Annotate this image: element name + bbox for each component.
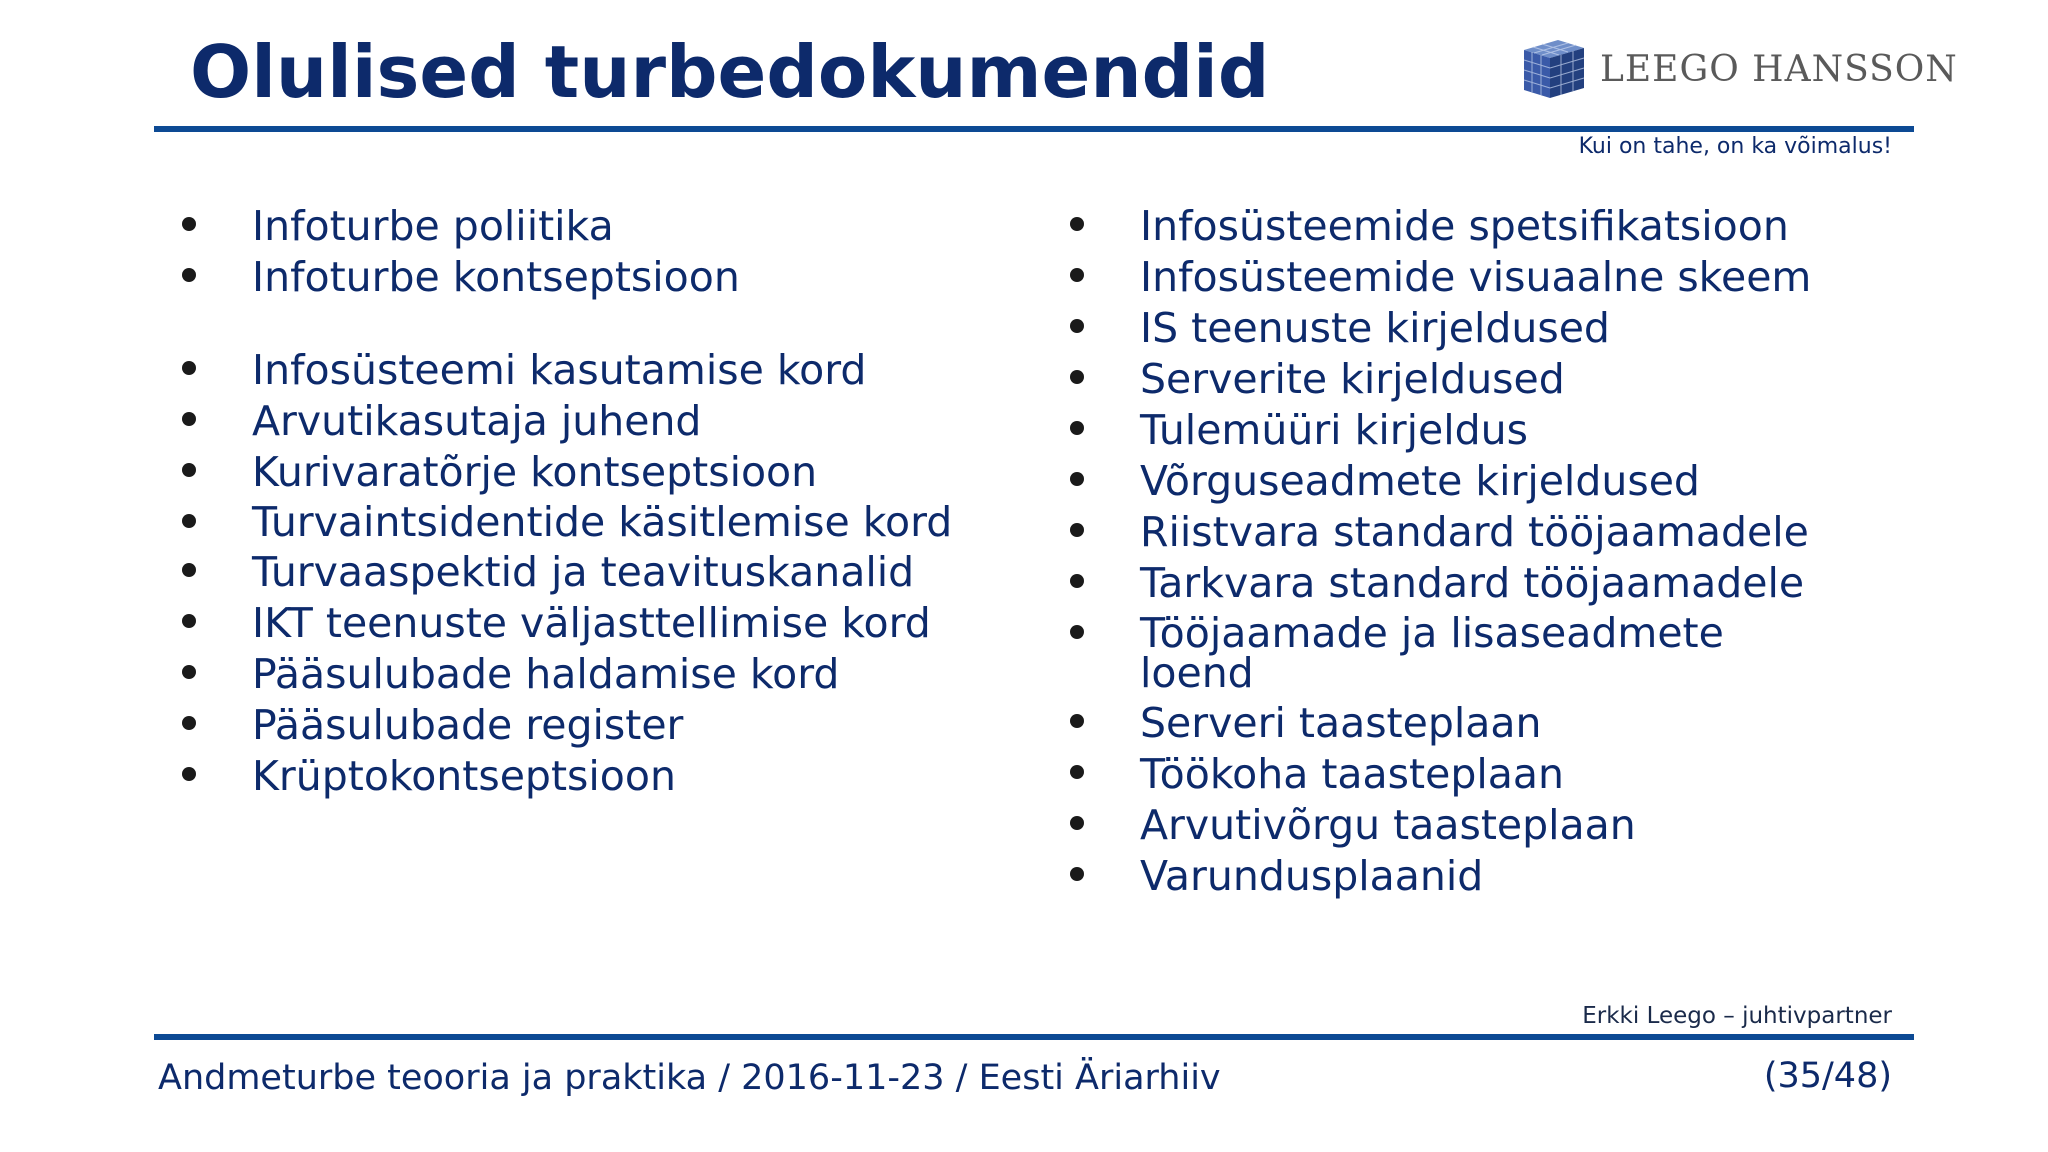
bullet-icon xyxy=(182,614,196,628)
footer-text: Andmeturbe teooria ja praktika / 2016-11-23 / Eesti Äriarhiiv xyxy=(158,1058,1221,1098)
list-item: Tööjaamade ja lisaseadmete loend xyxy=(1060,613,1820,693)
bullet-icon xyxy=(1070,319,1084,333)
list-item: Krüptokontseptsioon xyxy=(172,755,1012,797)
list-item: Kurivaratõrje kontseptsioon xyxy=(172,451,1012,493)
bullet-icon xyxy=(1070,765,1084,779)
list-item: Infosüsteemide spetsifikatsioon xyxy=(1060,205,1880,247)
bullet-icon xyxy=(182,563,196,577)
list-item: Infosüsteemide visuaalne skeem xyxy=(1060,256,1880,298)
bullet-icon xyxy=(182,217,196,231)
list-item: Pääsulubade haldamise kord xyxy=(172,653,1012,695)
bullet-icon xyxy=(1070,867,1084,881)
list-item: Serveri taasteplaan xyxy=(1060,702,1880,744)
bullet-icon xyxy=(1070,625,1084,639)
logo-cube-icon xyxy=(1518,36,1590,102)
bullet-icon xyxy=(1070,816,1084,830)
page-number: (35/48) xyxy=(1763,1056,1892,1096)
list-item: Tarkvara standard tööjaamadele xyxy=(1060,562,1880,604)
list-item: Infoturbe kontseptsioon xyxy=(172,256,1012,298)
author-credit: Erkki Leego – juhtivpartner xyxy=(1582,1003,1892,1029)
list-item: Infosüsteemi kasutamise kord xyxy=(172,349,1012,391)
bullet-icon xyxy=(1070,472,1084,486)
bullet-icon xyxy=(1070,574,1084,588)
right-bullet-list xyxy=(1060,202,1880,906)
bullet-icon xyxy=(1070,714,1084,728)
bullet-icon xyxy=(1070,370,1084,384)
list-item: Turvaintsidentide käsitlemise kord xyxy=(172,502,972,542)
bullet-icon xyxy=(182,767,196,781)
bullet-icon xyxy=(182,361,196,375)
list-item: Varundusplaanid xyxy=(1060,855,1880,897)
list-item: Pääsulubade register xyxy=(172,704,1012,746)
bullet-icon xyxy=(1070,268,1084,282)
bullet-icon xyxy=(1070,523,1084,537)
bullet-icon xyxy=(182,463,196,477)
bullet-icon xyxy=(182,268,196,282)
bullet-icon xyxy=(182,716,196,730)
list-item: Turvaaspektid ja teavituskanalid xyxy=(172,551,1012,593)
list-item: Infoturbe poliitika xyxy=(172,205,1012,247)
list-item: Serverite kirjeldused xyxy=(1060,358,1880,400)
list-item: Võrguseadmete kirjeldused xyxy=(1060,460,1880,502)
list-item: IKT teenuste väljasttellimise kord xyxy=(172,602,1012,644)
list-item: Arvutivõrgu taasteplaan xyxy=(1060,804,1880,846)
list-item: Tulemüüri kirjeldus xyxy=(1060,409,1880,451)
left-bullet-list xyxy=(172,202,1012,806)
list-item: IS teenuste kirjeldused xyxy=(1060,307,1880,349)
header-rule xyxy=(154,126,1914,132)
logo-text: LEEGO HANSSON xyxy=(1600,48,1958,90)
slide-title: Olulised turbedokumendid xyxy=(190,30,1270,114)
footer-rule xyxy=(154,1034,1914,1040)
tagline: Kui on tahe, on ka võimalus! xyxy=(1578,134,1892,159)
bullet-icon xyxy=(182,514,196,528)
bullet-icon xyxy=(182,412,196,426)
company-logo xyxy=(1518,36,1958,102)
bullet-icon xyxy=(182,665,196,679)
bullet-icon xyxy=(1070,421,1084,435)
bullet-icon xyxy=(1070,217,1084,231)
list-item: Töökoha taasteplaan xyxy=(1060,753,1880,795)
list-item: Riistvara standard tööjaamadele xyxy=(1060,511,1880,553)
list-item: Arvutikasutaja juhend xyxy=(172,400,1012,442)
